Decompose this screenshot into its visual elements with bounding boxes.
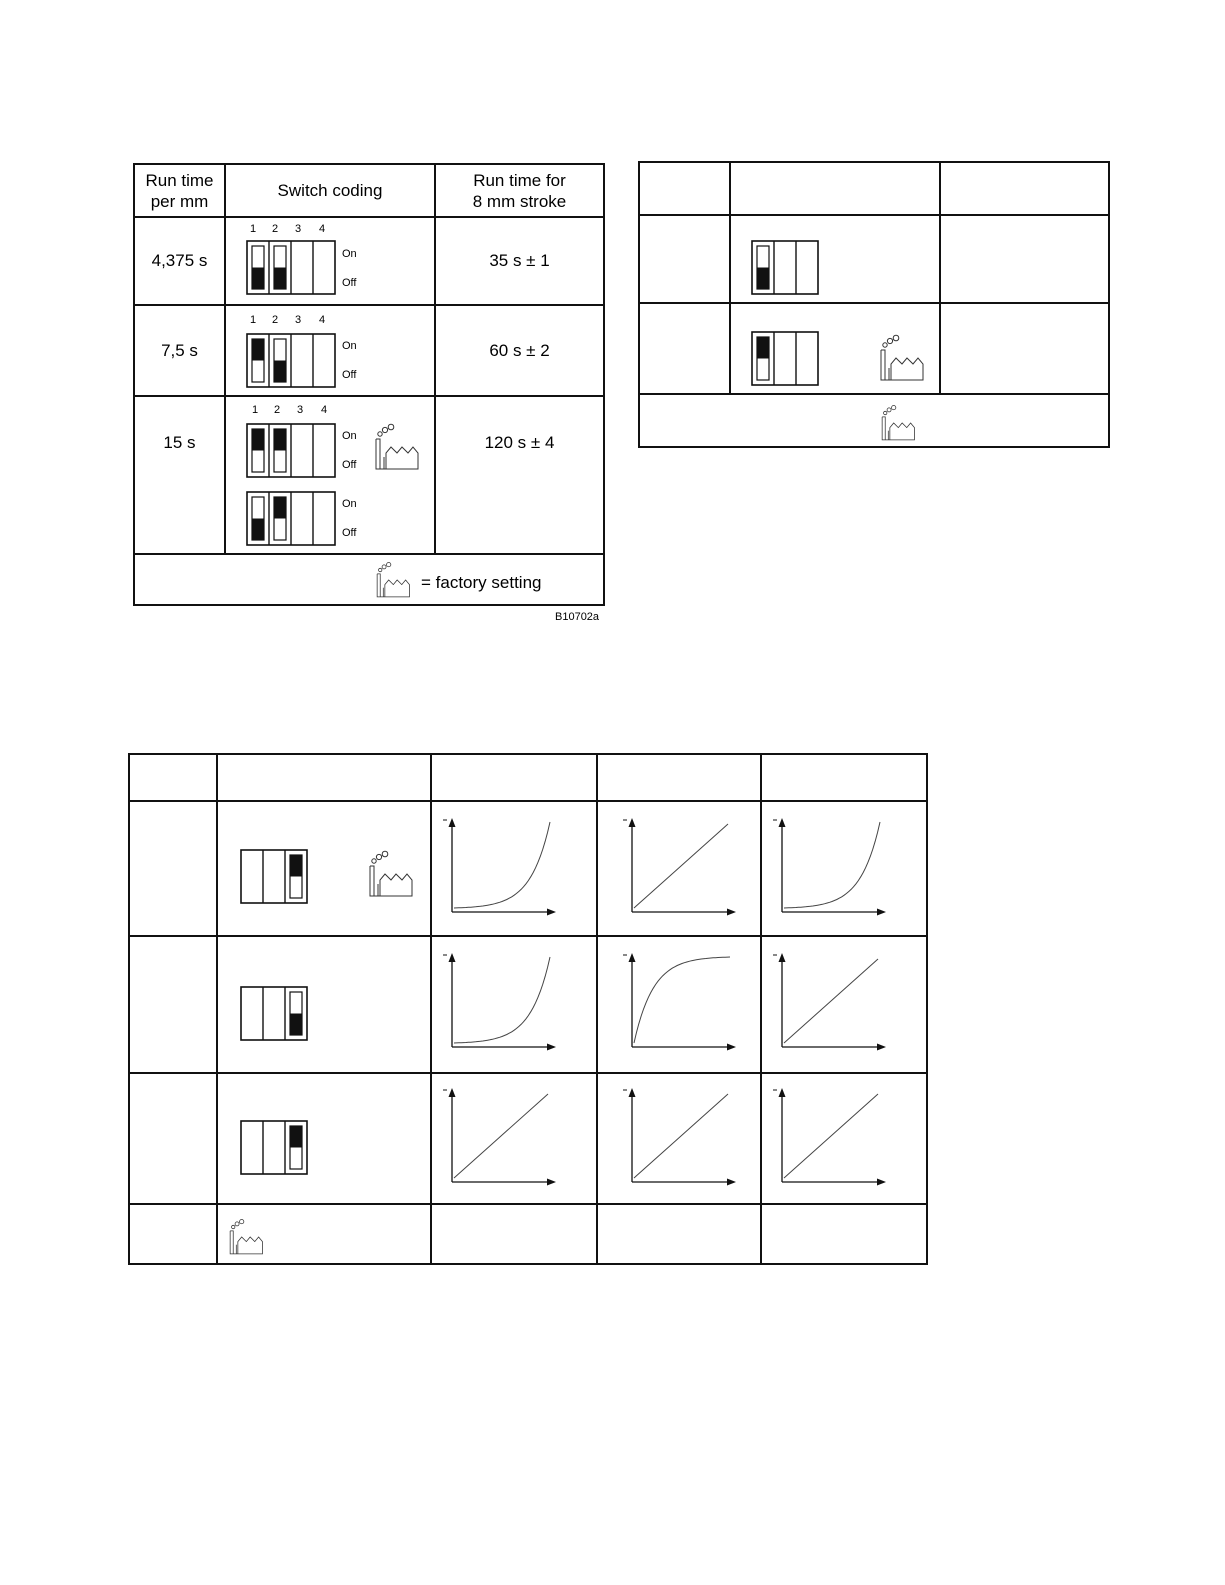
- table-footer: [134, 554, 604, 605]
- factory-setting-legend: = factory setting: [421, 573, 542, 592]
- graph-cell: [597, 1073, 761, 1204]
- table-row: [134, 217, 604, 305]
- factory-icon: [368, 421, 420, 473]
- factory-icon: [371, 560, 415, 600]
- table-footer: [639, 394, 1109, 447]
- switch-lever-on: [252, 339, 264, 382]
- switch-lever-off: [252, 246, 264, 289]
- dip-switch-block: [751, 331, 821, 386]
- curve-linear: [784, 959, 878, 1043]
- table-row: [134, 305, 604, 396]
- curve-linear: [784, 1094, 878, 1178]
- switch-number: 3: [295, 223, 302, 235]
- graph-cell: [597, 936, 761, 1073]
- dip-switch-block: [246, 491, 336, 546]
- curve-linear: [634, 824, 728, 908]
- switch-number-row: [250, 314, 340, 328]
- header-switch-coding: Switch coding: [225, 164, 435, 217]
- header-run-time-per-mm: Run time per mm: [134, 164, 225, 217]
- curve-exponential: [454, 822, 550, 908]
- switch-number: 2: [272, 314, 279, 326]
- switch-number: 4: [319, 223, 326, 235]
- graph-cell: [761, 1073, 927, 1204]
- footer-cell: [639, 394, 1109, 447]
- figure-code: B10702a: [555, 611, 600, 623]
- off-label: Off: [342, 527, 357, 539]
- label-cell: [639, 303, 730, 394]
- dip-switch-block: [751, 240, 821, 295]
- curve-exponential: [454, 957, 550, 1043]
- off-label: Off: [342, 369, 357, 381]
- characteristic-curve: [618, 808, 748, 926]
- header-row: [129, 754, 927, 801]
- on-label: On: [342, 248, 357, 260]
- switch-number: 1: [250, 223, 257, 235]
- switch-coding-cell: [730, 303, 940, 394]
- graph-cell: [431, 936, 597, 1073]
- switch-lever-on: [274, 429, 286, 472]
- switch-lever-on: [274, 497, 286, 540]
- label-cell: [129, 801, 217, 936]
- dip-switch-block: [240, 849, 310, 904]
- run-time-stroke-value: 120 s ± 4: [435, 396, 604, 554]
- switch-number: 2: [272, 223, 279, 235]
- switch-lever-on: [290, 1126, 302, 1169]
- dip-switch-block: [246, 240, 336, 295]
- run-time-value: 7,5 s: [134, 305, 225, 396]
- run-time-value: 4,375 s: [134, 217, 225, 305]
- table-row: [129, 1073, 927, 1204]
- dip-switch-block: [240, 986, 310, 1041]
- header-cell: [940, 162, 1109, 215]
- off-label: Off: [342, 459, 357, 471]
- characteristic-curve: [768, 1078, 898, 1196]
- switch-coding-cell: [217, 801, 431, 936]
- run-time-stroke-value: 35 s ± 1: [435, 217, 604, 305]
- header-cell: [129, 754, 217, 801]
- factory-icon: [873, 332, 925, 384]
- header-row: [639, 162, 1109, 215]
- switch-lever-on: [252, 429, 264, 472]
- switch-number: 3: [297, 404, 304, 416]
- factory-icon: [362, 848, 414, 900]
- table-row: [129, 801, 927, 936]
- factory-icon: [224, 1217, 268, 1257]
- off-label: Off: [342, 277, 357, 289]
- footer-cell: [431, 1204, 597, 1264]
- graph-cell: [431, 1073, 597, 1204]
- switch-number: 3: [295, 314, 302, 326]
- switch-lever-on: [757, 337, 769, 380]
- switch-number: 1: [250, 314, 257, 326]
- characteristic-curve: [618, 943, 748, 1061]
- switch-lever-off: [274, 246, 286, 289]
- header-cell: [217, 754, 431, 801]
- curve-linear: [634, 1094, 728, 1178]
- on-label: On: [342, 430, 357, 442]
- switch-lever-on: [290, 855, 302, 898]
- switch-number: 4: [321, 404, 328, 416]
- characteristic-curve-table: [128, 753, 928, 1265]
- dip-switch-block: [240, 1120, 310, 1175]
- switch-number-row: [250, 223, 340, 237]
- label-cell: [129, 1073, 217, 1204]
- characteristic-curve: [768, 943, 898, 1061]
- value-cell: [940, 215, 1109, 303]
- header-cell: [431, 754, 597, 801]
- header-cell: [597, 754, 761, 801]
- switch-setting-table: [638, 161, 1110, 448]
- table-row: [134, 396, 604, 554]
- curve-logarithmic: [634, 957, 730, 1043]
- header-run-time-stroke: Run time for 8 mm stroke: [435, 164, 604, 217]
- switch-number: 1: [252, 404, 259, 416]
- header-cell: [639, 162, 730, 215]
- footer-cell: [761, 1204, 927, 1264]
- switch-coding-cell: [730, 215, 940, 303]
- table-row: [129, 936, 927, 1073]
- table-row: [639, 303, 1109, 394]
- characteristic-curve: [438, 1078, 568, 1196]
- switch-coding-cell: [225, 396, 435, 554]
- switch-lever-off: [274, 339, 286, 382]
- switch-number-row: [252, 404, 342, 418]
- footer-cell: [597, 1204, 761, 1264]
- run-time-stroke-value: 60 s ± 2: [435, 305, 604, 396]
- dip-switch-block: [246, 333, 336, 388]
- header-cell: [730, 162, 940, 215]
- table-footer: [129, 1204, 927, 1264]
- label-cell: [129, 1204, 217, 1264]
- switch-lever-off: [252, 497, 264, 540]
- factory-icon: [876, 403, 920, 443]
- switch-coding-cell: [217, 936, 431, 1073]
- graph-cell: [761, 801, 927, 936]
- curve-linear: [454, 1094, 548, 1178]
- table-row: [639, 215, 1109, 303]
- header-cell: [761, 754, 927, 801]
- run-time-value: 15 s: [134, 396, 225, 554]
- dip-switch-block: [246, 423, 336, 478]
- curve-exponential: [784, 822, 880, 908]
- label-cell: [639, 215, 730, 303]
- footer-cell: [134, 554, 604, 605]
- switch-number: 4: [319, 314, 326, 326]
- graph-cell: [431, 801, 597, 936]
- switch-lever-off: [290, 992, 302, 1035]
- value-cell: [940, 303, 1109, 394]
- graph-cell: [597, 801, 761, 936]
- on-label: On: [342, 498, 357, 510]
- on-label: On: [342, 340, 357, 352]
- characteristic-curve: [438, 943, 568, 1061]
- characteristic-curve: [768, 808, 898, 926]
- label-cell: [129, 936, 217, 1073]
- footer-cell: [217, 1204, 431, 1264]
- switch-coding-cell: [225, 305, 435, 396]
- graph-cell: [761, 936, 927, 1073]
- switch-coding-cell: [217, 1073, 431, 1204]
- characteristic-curve: [438, 808, 568, 926]
- switch-number: 2: [274, 404, 281, 416]
- characteristic-curve: [618, 1078, 748, 1196]
- run-time-table: [133, 163, 605, 606]
- switch-coding-cell: [225, 217, 435, 305]
- switch-lever-off: [757, 246, 769, 289]
